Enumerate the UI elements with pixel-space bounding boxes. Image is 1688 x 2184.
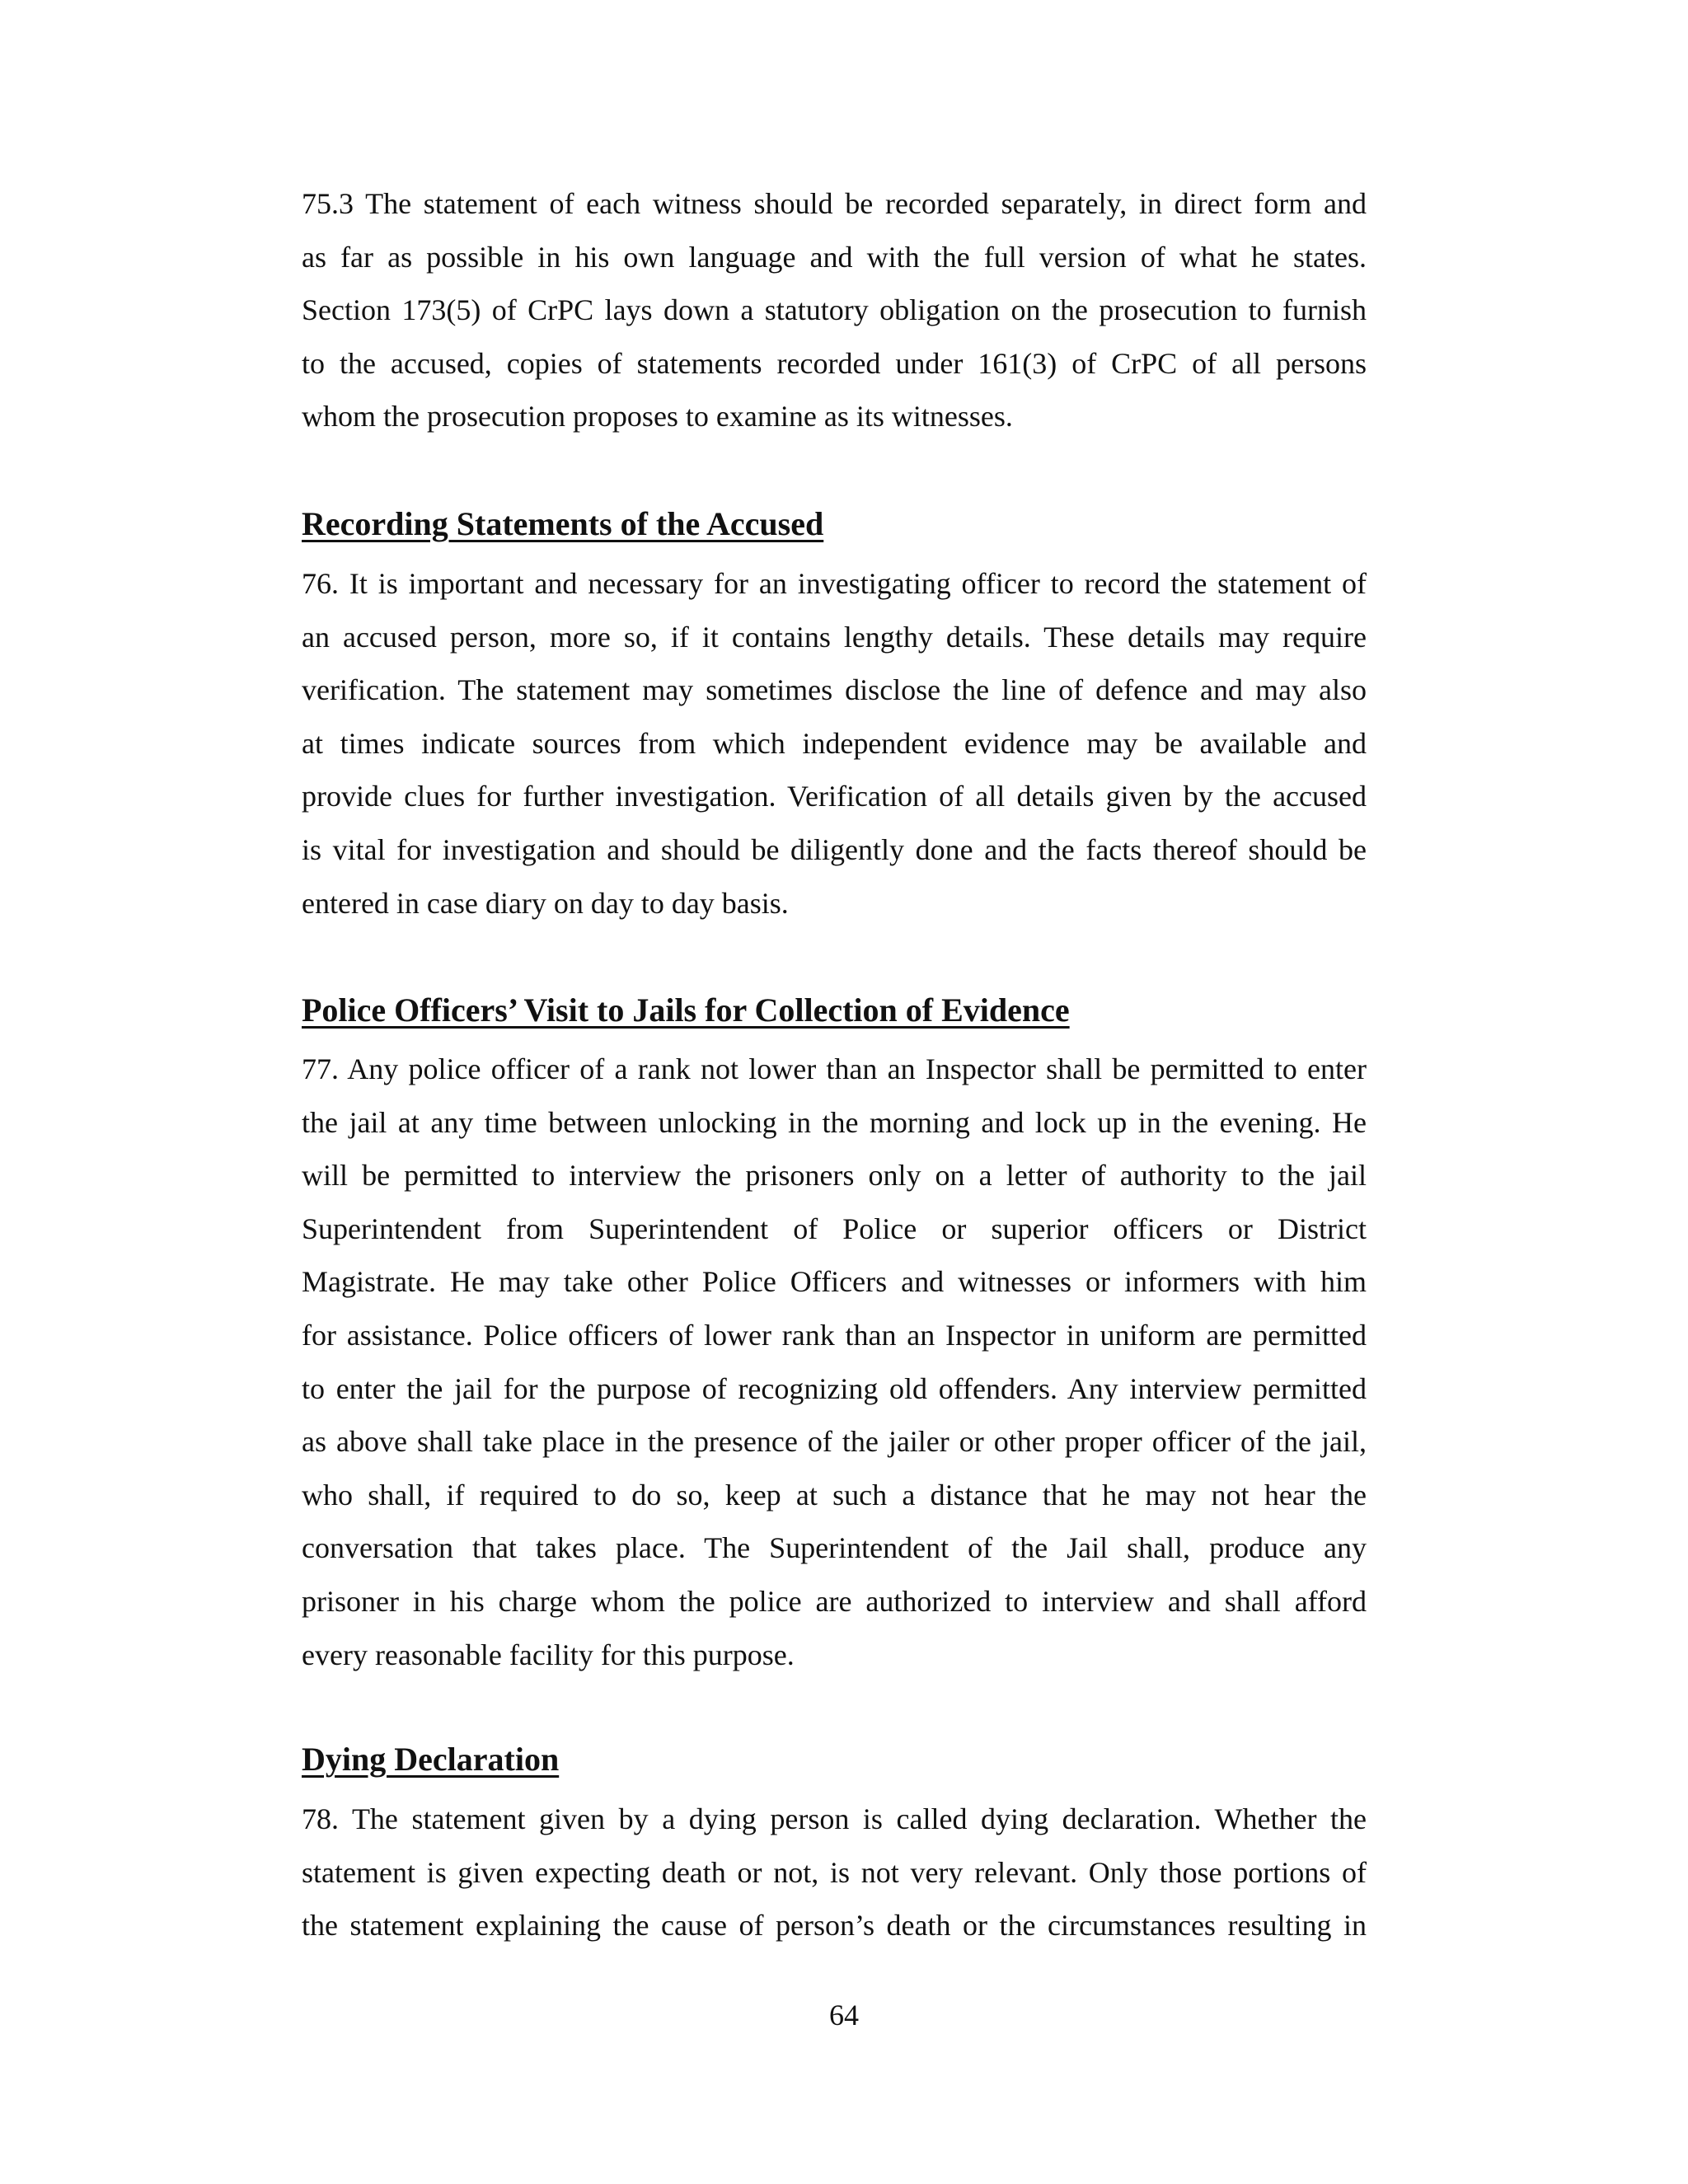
paragraph-77 [302, 1043, 1367, 1681]
paragraph-line: the jail at any time between unlocking in the morning and lock up in the evening. He [302, 1105, 1367, 1139]
paragraph-line: at times indicate sources from which independent evidence may be available and [302, 726, 1367, 760]
paragraph-line: 77. Any police officer of a rank not lower than an Inspector shall be permitted to enter [302, 1052, 1367, 1085]
section-jails [302, 990, 1367, 1031]
paragraph-line: statement is given expecting death or not, is not very relevant. Only those portions of [302, 1855, 1367, 1889]
section-heading-accused: Recording Statements of the Accused [302, 505, 824, 542]
paragraph-line: who shall, if required to do so, keep at such a distance that he may not hear the [302, 1478, 1367, 1511]
paragraph-78 [302, 1793, 1367, 1952]
paragraph-line: is vital for investigation and should be diligently done and the facts thereof should be [302, 832, 1367, 866]
paragraph-75-3-block [302, 177, 1367, 443]
paragraph-line: Magistrate. He may take other Police Officers and witnesses or informers with him [302, 1265, 1367, 1299]
paragraph-line: 76. It is important and necessary for an investigating officer to record the statement of [302, 567, 1367, 600]
paragraph-line: prisoner in his charge whom the police are authorized to interview and shall afford [302, 1584, 1367, 1618]
paragraph-line: the statement explaining the cause of person’s death or the circumstances resulting in [302, 1909, 1367, 1943]
paragraph-line: 78. The statement given by a dying person is called dying declaration. Whether the [302, 1802, 1367, 1835]
paragraph-78-block [302, 1793, 1367, 1952]
paragraph-line: provide clues for further investigation. Verification of all details given by the accused [302, 780, 1367, 813]
paragraph-line: for assistance. Police officers of lower rank than an Inspector in uniform are permitted [302, 1318, 1367, 1352]
paragraph-line: whom the prosecution proposes to examine as its witnesses. [302, 400, 1013, 434]
paragraph-line: as above shall take place in the presence of the jailer or other proper officer of the jail, [302, 1425, 1367, 1459]
paragraph-line: as far as possible in his own language and with the full version of what he states. [302, 240, 1367, 274]
paragraph-line: conversation that takes place. The Superintendent of the Jail shall, produce any [302, 1531, 1367, 1565]
section-heading-dying-declaration: Dying Declaration [302, 1741, 560, 1778]
paragraph-line: Section 173(5) of CrPC lays down a statutory obligation on the prosecution to furnish [302, 293, 1367, 327]
paragraph-line: Superintendent from Superintendent of Police or superior officers or District [302, 1212, 1367, 1245]
paragraph-line: every reasonable facility for this purpose. [302, 1638, 795, 1671]
paragraph-line: verification. The statement may sometimes disclose the line of defence and may also [302, 673, 1367, 707]
paragraph-line: will be permitted to interview the prisoners only on a letter of authority to the jail [302, 1159, 1367, 1193]
paragraph-76 [302, 557, 1367, 930]
paragraph-line: an accused person, more so, if it contains lengthy details. These details may require [302, 620, 1367, 654]
section-accused [302, 504, 1367, 545]
paragraph-line: to enter the jail for the purpose of recognizing old offenders. Any interview permitted [302, 1371, 1367, 1405]
section-dying-declaration [302, 1739, 1367, 1780]
paragraph-line: 75.3 The statement of each witness should be recorded separately, in direct form and [302, 187, 1367, 220]
section-heading-jails: Police Officers’ Visit to Jails for Collection of Evidence [302, 991, 1070, 1029]
paragraph-line: entered in case diary on day to day basis. [302, 886, 789, 920]
page-number: 64 [829, 1999, 859, 2032]
paragraph-77-block [302, 1043, 1367, 1681]
paragraph-76-block [302, 557, 1367, 930]
paragraph-75-3 [302, 177, 1367, 443]
paragraph-line: to the accused, copies of statements recorded under 161(3) of CrPC of all persons [302, 346, 1367, 380]
